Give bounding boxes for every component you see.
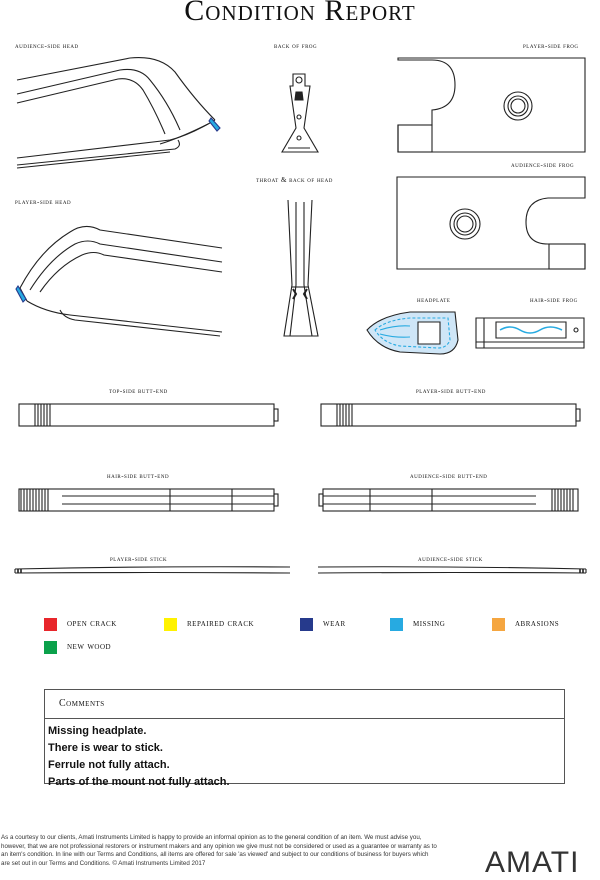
label-audience-side-stick: audience-side stick: [418, 555, 483, 563]
comment-line: Missing headplate.: [48, 725, 147, 737]
legend-repaired-crack: [164, 617, 254, 631]
player-side-butt-end-drawing: [321, 404, 580, 426]
audience-side-stick-drawing: [318, 567, 586, 573]
legend-open-crack: [44, 617, 117, 631]
label-audience-side-butt-end: audience-side butt-end: [410, 472, 488, 480]
back-of-frog-drawing: [282, 74, 318, 152]
legend-label: open crack: [67, 619, 117, 629]
legend-label: wear: [323, 619, 346, 629]
legend-label: missing: [413, 619, 446, 629]
audience-side-head-drawing: [17, 58, 220, 168]
brand-logo: AMATI: [485, 846, 580, 879]
legend-abrasions: [492, 617, 559, 631]
legend-new-wood: [44, 640, 111, 654]
audience-side-frog-drawing: [397, 177, 585, 269]
label-player-side-head: player-side head: [15, 198, 72, 206]
player-side-head-drawing: [16, 226, 222, 336]
legend-label: new wood: [67, 642, 112, 652]
comment-line: Ferrule not fully attach.: [48, 759, 170, 771]
label-player-side-butt-end: player-side butt-end: [416, 387, 486, 395]
comment-line: There is wear to stick.: [48, 742, 163, 754]
player-side-frog-drawing: [398, 58, 585, 152]
legend-swatch: [390, 618, 403, 631]
comment-line: Parts of the mount not fully attach.: [48, 776, 230, 788]
throat-back-of-head-drawing: [284, 200, 318, 336]
label-hair-side-frog: hair-side frog: [530, 296, 578, 304]
comments-box: [44, 689, 565, 788]
label-headplate: headplate: [417, 296, 451, 304]
label-back-of-frog: back of frog: [274, 42, 318, 50]
legend-label: abrasions: [515, 619, 560, 629]
legend-wear: [300, 617, 346, 631]
label-hair-side-butt-end: hair-side butt-end: [107, 472, 170, 480]
footer-disclaimer: As a courtesy to our clients, Amati Instruments Limited is happy to provide an informal opinion as to the general condition of an item. We must advise you, however, that we are not professional restorers or instrument makers and any opinion we give must not be considered or used as a guarantee or warranty as to an item's condition. In line with our Terms and Conditions, all items are offered for sale 'as viewed' and subject to our conditions of business for buyers which are set out in our Terms and Conditions. © Amati Instruments Limited 2017: [1, 834, 437, 867]
label-player-side-frog: player-side frog: [523, 42, 579, 50]
top-side-butt-end-drawing: [19, 404, 278, 426]
legend-swatch: [492, 618, 505, 631]
label-audience-side-frog: audience-side frog: [511, 161, 575, 169]
label-top-side-butt-end: top-side butt-end: [109, 387, 168, 395]
headplate-drawing: [367, 312, 458, 354]
audience-side-butt-end-drawing: [319, 489, 578, 511]
legend-swatch: [164, 618, 177, 631]
legend-swatch: [44, 618, 57, 631]
player-side-stick-drawing: [15, 567, 290, 573]
comments-heading: Comments: [45, 690, 564, 719]
label-player-side-stick: player-side stick: [110, 555, 168, 563]
hair-side-frog-drawing: [476, 318, 584, 348]
legend-missing: [390, 617, 445, 631]
hair-side-butt-end-drawing: [19, 489, 278, 511]
legend-swatch: [44, 641, 57, 654]
label-throat-back-of-head: throat & back of head: [256, 176, 333, 184]
legend-swatch: [300, 618, 313, 631]
page-title: Condition Report: [184, 0, 416, 27]
label-audience-side-head: audience-side head: [15, 42, 79, 50]
legend-label: repaired crack: [187, 619, 255, 629]
